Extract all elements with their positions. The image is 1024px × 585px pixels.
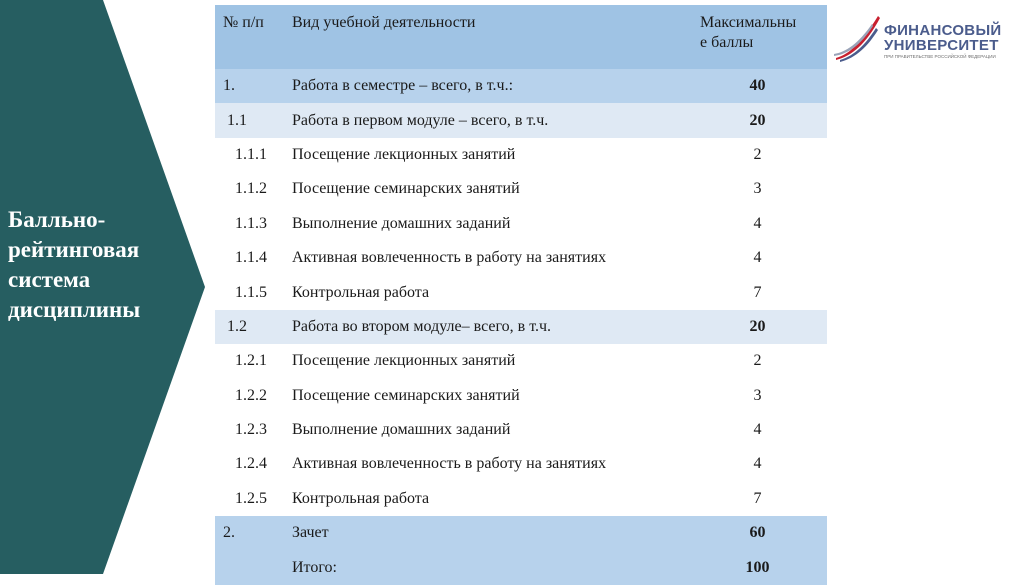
row-number: 1.2.2 (235, 386, 267, 404)
row-number: 1.2 (215, 310, 284, 344)
row-activity: Контрольная работа (292, 489, 430, 507)
row-number (215, 550, 284, 584)
row-number: 1.1.2 (235, 180, 267, 198)
row-number: 1.2.4 (235, 455, 267, 473)
row-points: 7 (753, 489, 762, 507)
row-activity: Зачет (284, 516, 692, 550)
row-points: 100 (692, 550, 827, 584)
row-number: 1.2.5 (235, 489, 267, 507)
logo-subtitle: ПРИ ПРАВИТЕЛЬСТВЕ РОССИЙСКОЙ ФЕДЕРАЦИИ (884, 54, 996, 59)
row-activity: Активная вовлеченность в работу на занятиях (292, 455, 607, 473)
table-row (215, 241, 827, 275)
header-activity: Вид учебной деятельности (284, 5, 692, 69)
row-activity: Посещение семинарских занятий (292, 180, 520, 198)
row-activity: Посещение лекционных занятий (292, 145, 516, 163)
row-points: 20 (692, 310, 827, 344)
table-row (215, 482, 827, 516)
table-row (215, 447, 827, 481)
row-number: 1.2.1 (235, 352, 267, 370)
header-number: № п/п (215, 5, 284, 69)
row-points: 40 (692, 69, 827, 103)
header-max-line-1: Максимальны (700, 14, 797, 31)
row-activity: Выполнение домашних заданий (292, 421, 511, 439)
table-row (215, 379, 827, 413)
row-points: 4 (753, 455, 762, 473)
table-row (215, 103, 827, 137)
row-activity: Активная вовлеченность в работу на занятиях (292, 249, 607, 267)
row-points: 2 (753, 145, 762, 163)
table-header-row (215, 5, 827, 69)
header-max-points (692, 5, 827, 69)
row-activity: Работа в семестре – всего, в т.ч.: (284, 69, 692, 103)
row-number: 1. (215, 69, 284, 103)
table-row (215, 207, 827, 241)
row-points: 20 (692, 103, 827, 137)
table-row (215, 172, 827, 206)
score-table (215, 5, 827, 585)
row-number: 2. (215, 516, 284, 550)
row-points: 7 (753, 283, 762, 301)
row-number: 1.1.3 (235, 214, 267, 232)
row-points: 3 (753, 386, 762, 404)
table-row (215, 413, 827, 447)
row-number: 1.1 (215, 103, 284, 137)
row-activity: Посещение лекционных занятий (292, 352, 516, 370)
row-activity: Работа во втором модуле– всего, в т.ч. (284, 310, 692, 344)
row-activity: Контрольная работа (292, 283, 430, 301)
row-points: 60 (692, 516, 827, 550)
row-activity: Итого: (284, 550, 692, 584)
row-points: 4 (753, 214, 762, 232)
row-number: 1.1.5 (235, 283, 267, 301)
row-points: 2 (753, 352, 762, 370)
row-activity: Выполнение домашних заданий (292, 214, 511, 232)
row-number: 1.1.4 (235, 249, 267, 267)
table-row (215, 344, 827, 378)
row-activity: Посещение семинарских занятий (292, 386, 520, 404)
university-logo (832, 14, 1012, 64)
logo-line-2: УНИВЕРСИТЕТ (884, 37, 999, 54)
slide-title: Балльно-рейтинговая система дисциплины (8, 207, 141, 322)
table-row (215, 516, 827, 550)
row-number: 1.1.1 (235, 145, 267, 163)
header-max-line-2: е баллы (700, 34, 754, 51)
university-emblem-icon (832, 14, 884, 64)
logo-line-1: ФИНАНСОВЫЙ (884, 22, 1002, 39)
table-total-row (215, 550, 827, 584)
row-points: 4 (753, 421, 762, 439)
table-row (215, 275, 827, 309)
row-points: 4 (753, 249, 762, 267)
row-points: 3 (753, 180, 762, 198)
row-activity: Работа в первом модуле – всего, в т.ч. (284, 103, 692, 137)
table-row (215, 310, 827, 344)
table-row (215, 138, 827, 172)
row-number: 1.2.3 (235, 421, 267, 439)
table-row (215, 69, 827, 103)
